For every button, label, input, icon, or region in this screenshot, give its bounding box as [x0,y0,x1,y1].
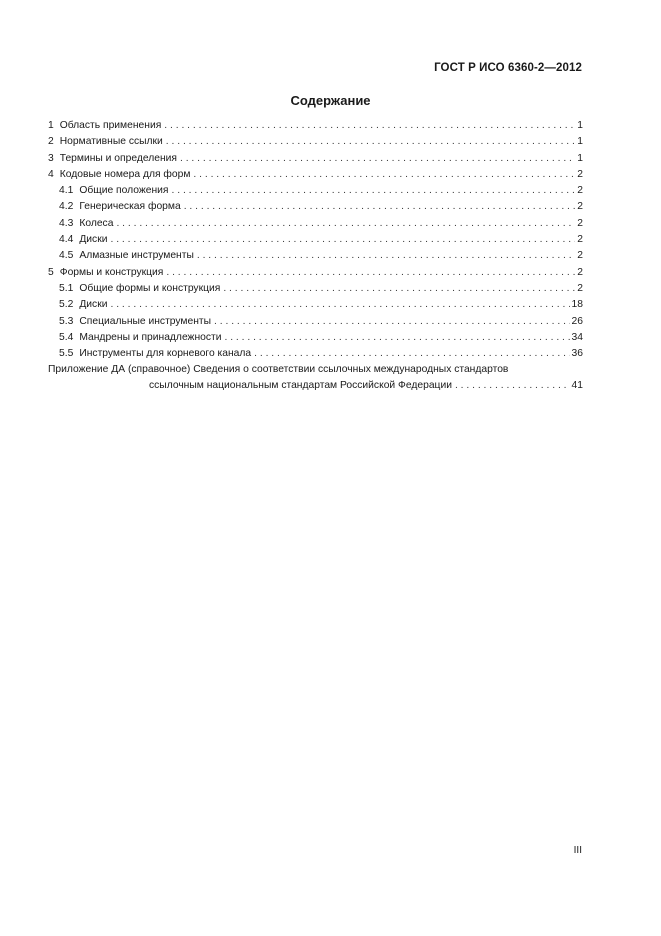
toc-leader-dots [116,216,575,232]
toc-item-3[interactable] [48,151,583,167]
toc-item-page: 2 [577,266,583,278]
toc-item-page: 1 [577,136,583,148]
toc-item-number: 4.1 [59,185,74,197]
toc-leader-dots [184,199,576,215]
toc-item-2[interactable] [48,134,583,150]
toc-item-4-3[interactable] [48,216,583,232]
toc-item-label: Специальные инструменты [79,315,212,327]
toc-item-page: 18 [571,299,583,311]
toc-leader-dots [193,167,575,183]
toc-leader-dots [172,183,576,199]
toc-item-page: 26 [571,315,583,327]
toc-leader-dots [214,314,569,330]
toc-item-number: 2 [48,136,54,148]
appendix-title-line-2: ссылочным национальным стандартам Российской Федерации [149,380,452,392]
toc-item-label: Область применения [59,120,162,131]
toc-item-page: 2 [577,201,583,213]
toc-item-5-1[interactable] [48,281,583,297]
toc-item-label: Формы и конструкция [59,266,164,278]
toc-leader-dots [110,297,569,313]
document-code: ГОСТ Р ИСО 6360-2—2012 [434,62,582,74]
toc-item-number: 4.3 [59,217,74,229]
toc-item-page: 36 [571,348,583,360]
toc-item-page: 2 [577,217,583,229]
toc-item-page: 2 [577,185,583,197]
toc-item-page: 1 [577,120,583,131]
page-number: III [573,845,582,856]
toc-leader-dots [197,248,575,264]
toc-item-number: 3 [48,152,54,164]
appendix-page: 41 [571,380,583,392]
toc-item-4-2[interactable] [48,199,583,215]
toc-item-page: 2 [577,250,583,262]
toc-item-5-3[interactable] [48,314,583,330]
toc-item-page: 2 [577,234,583,246]
toc-item-number: 5 [48,266,54,278]
toc-item-label: Диски [79,234,108,246]
appendix-title-line-2-row [48,378,583,394]
toc-item-page: 2 [577,168,583,180]
toc-item-5[interactable] [48,265,583,281]
toc-leader-dots [166,134,575,150]
toc-item-4-4[interactable] [48,232,583,248]
toc-leader-dots [110,232,575,248]
toc-item-4-1[interactable] [48,183,583,199]
toc-item-number: 5.3 [59,315,74,327]
toc-item-number: 5.4 [59,331,74,343]
toc-item-number: 5.2 [59,299,74,311]
toc-item-number: 5.5 [59,348,74,360]
toc-item-label: Генерическая форма [79,201,181,213]
toc-item-number: 4.4 [59,234,74,246]
toc-item-label: Мандрены и принадлежности [79,331,222,343]
toc-item-4-5[interactable] [48,248,583,264]
toc-item-label: Нормативные ссылки [59,136,163,148]
toc-leader-dots [180,151,575,167]
toc-item-5-2[interactable] [48,297,583,313]
toc-item-number: 1 [48,120,54,131]
toc-leader-dots [164,118,575,134]
toc-item-page: 1 [577,152,583,164]
toc-leader-dots [223,281,575,297]
toc-item-4[interactable] [48,167,583,183]
toc-leader-dots [166,265,575,281]
toc-item-5-4[interactable] [48,330,583,346]
toc-leader-dots [455,378,570,394]
toc-leader-dots [254,346,569,362]
toc-item-label: Термины и определения [59,152,177,164]
toc-item-label: Общие формы и конструкция [79,282,221,294]
appendix-title-line-1: Приложение ДА (справочное) Сведения о соответствии ссылочных международных стандартов [48,364,509,376]
toc-title: Содержание [290,93,371,108]
toc-item-number: 5.1 [59,282,74,294]
toc-item-5-5[interactable] [48,346,583,362]
toc-item-label: Инструменты для корневого канала [79,348,252,360]
toc-item-label: Алмазные инструменты [79,250,194,262]
toc-item-1[interactable] [48,118,583,134]
toc-item-page: 2 [577,282,583,294]
toc-item-appendix[interactable] [48,362,583,394]
toc-leader-dots [224,330,569,346]
toc-item-label: Общие положения [79,185,169,197]
toc-item-label: Кодовые номера для форм [59,168,191,180]
toc-item-number: 4.5 [59,250,74,262]
table-of-contents [48,118,583,394]
toc-item-label: Диски [79,299,108,311]
toc-item-number: 4.2 [59,201,74,213]
toc-item-page: 34 [571,331,583,343]
toc-item-number: 4 [48,168,54,180]
toc-item-label: Колеса [79,217,114,229]
